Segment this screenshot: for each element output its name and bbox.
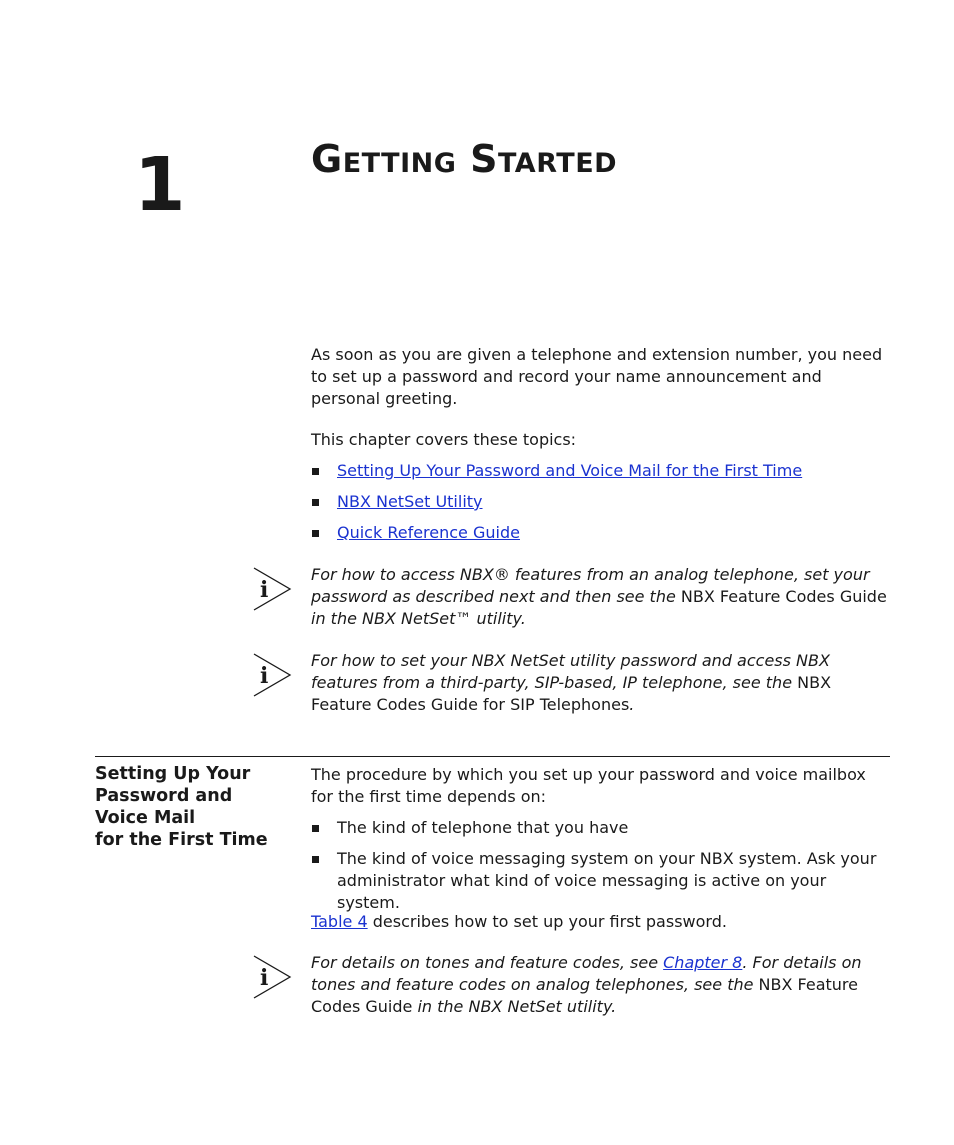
chapter-title: Getting Started bbox=[311, 137, 618, 181]
info-icon bbox=[252, 566, 292, 612]
section-bullets bbox=[311, 817, 891, 914]
list-item bbox=[311, 848, 891, 914]
table-4-link[interactable]: Table 4 bbox=[311, 912, 368, 931]
intro-text: As soon as you are given a telephone and extension number, you need to set up a password and record your name announcement and personal greeting. bbox=[311, 345, 883, 408]
list-item bbox=[311, 491, 891, 513]
bullet-text: The kind of telephone that you have bbox=[337, 818, 629, 837]
topics-block bbox=[311, 429, 891, 544]
note-text: in the NBX NetSet utility. bbox=[412, 997, 617, 1016]
note-text: For details on tones and feature codes, see bbox=[311, 953, 664, 972]
info-icon bbox=[252, 652, 292, 698]
topic-link-first-time-setup[interactable]: Setting Up Your Password and Voice Mail for the First Time bbox=[337, 461, 803, 480]
guide-title: NBX Feature Codes Guide bbox=[311, 975, 858, 1016]
chapter-8-link[interactable]: Chapter 8 bbox=[663, 953, 743, 972]
svg-text:i: i bbox=[260, 663, 269, 689]
note-sip-telephone bbox=[311, 650, 891, 716]
note-analog-telephone bbox=[311, 564, 891, 630]
list-item bbox=[311, 817, 891, 839]
bullet-square-icon bbox=[312, 825, 319, 832]
info-icon bbox=[252, 954, 292, 1000]
note-text: For how to access NBX® features from an analog telephone, set your password as described next and then see the bbox=[311, 565, 870, 606]
note-text: For how to set your NBX NetSet utility password and access NBX features from a third-party, SIP-based, IP telephone, see the bbox=[311, 651, 830, 692]
section-divider bbox=[95, 756, 890, 757]
svg-text:i: i bbox=[260, 965, 269, 991]
heading-line: Voice Mail bbox=[95, 808, 196, 828]
bullet-square-icon bbox=[312, 530, 319, 537]
svg-text:i: i bbox=[260, 577, 269, 603]
bullet-square-icon bbox=[312, 468, 319, 475]
topic-link-quick-reference[interactable]: Quick Reference Guide bbox=[337, 523, 520, 542]
table-reference bbox=[311, 911, 891, 933]
note-text: in the NBX NetSet™ utility. bbox=[311, 609, 526, 628]
bullet-square-icon bbox=[312, 499, 319, 506]
note-tones-feature-codes bbox=[311, 952, 891, 1018]
chapter-number: 1 bbox=[134, 142, 184, 228]
section-paragraph: The procedure by which you set up your password and voice mailbox for the first time depends on: bbox=[311, 765, 866, 806]
list-item bbox=[311, 460, 891, 482]
section-heading bbox=[95, 763, 295, 851]
guide-title: NBX Feature Codes Guide bbox=[680, 587, 887, 606]
topic-link-netset-utility[interactable]: NBX NetSet Utility bbox=[337, 492, 483, 511]
topics-list bbox=[311, 460, 891, 544]
bullet-text: The kind of voice messaging system on your NBX system. Ask your administrator what kind of voice messaging is active on your system. bbox=[337, 849, 877, 912]
heading-line: for the First Time bbox=[95, 830, 268, 850]
heading-line: Setting Up Your bbox=[95, 764, 251, 784]
topics-lead: This chapter covers these topics: bbox=[311, 430, 577, 449]
intro-paragraph bbox=[311, 344, 891, 410]
table-ref-text: describes how to set up your first password. bbox=[367, 912, 727, 931]
list-item bbox=[311, 522, 891, 544]
guide-title: NBX Feature Codes Guide for SIP Telephones bbox=[311, 673, 832, 714]
heading-line: Password and bbox=[95, 786, 233, 806]
note-text: . For details on tones and feature codes on analog telephones, see the bbox=[311, 953, 862, 994]
section-body bbox=[311, 764, 891, 914]
bullet-square-icon bbox=[312, 856, 319, 863]
note-text: . bbox=[629, 695, 635, 714]
